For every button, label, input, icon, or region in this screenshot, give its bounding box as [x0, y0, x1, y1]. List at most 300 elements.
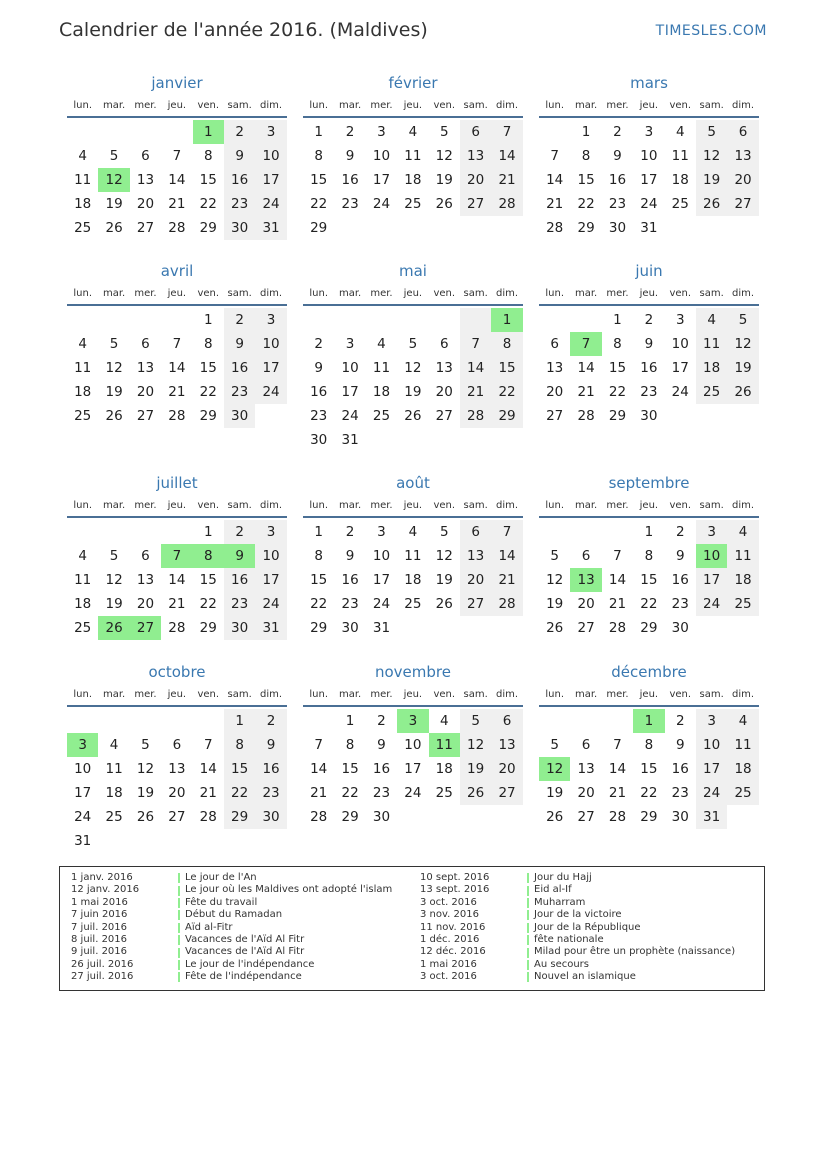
day-cell: 25 — [727, 592, 758, 616]
weekday-label: sam. — [463, 287, 488, 299]
day-cell: 11 — [372, 360, 391, 376]
day-cell: 22 — [310, 596, 328, 612]
day-cell: 7 — [613, 548, 622, 564]
day-cell: 18 — [727, 568, 758, 592]
weekday-label: lun. — [309, 688, 329, 700]
day-cell: 11 — [696, 332, 727, 356]
weekday-label: dim. — [732, 99, 755, 111]
weekday-label: sam. — [227, 499, 252, 511]
weekday-label: mer. — [134, 499, 157, 511]
legend-color-marker — [178, 910, 180, 920]
day-cell: 20 — [460, 168, 491, 192]
day-cell: 18 — [671, 172, 689, 188]
day-cell: 4 — [696, 308, 727, 332]
day-cell: 4 — [408, 124, 418, 140]
day-cell: 3 — [696, 709, 727, 733]
weekday-label: mar. — [338, 99, 362, 111]
day-cell: 10 — [255, 144, 286, 168]
month-calendar — [303, 661, 523, 829]
day-cell: 26 — [105, 220, 123, 236]
weekday-label: mar. — [102, 688, 126, 700]
day-cell: 14 — [577, 360, 595, 376]
day-cell: 17 — [372, 172, 391, 188]
day-cell: 30 — [341, 620, 359, 636]
day-cell: 16 — [310, 384, 328, 400]
weekday-label: mar. — [338, 499, 362, 511]
day-cell: 22 — [577, 196, 595, 212]
legend-color-marker — [178, 873, 180, 883]
day-cell: 13 — [460, 544, 491, 568]
legend-color-marker — [178, 886, 180, 896]
day-cell: 15 — [640, 761, 658, 777]
day-cell: 26 — [460, 781, 491, 805]
day-cell: 2 — [224, 308, 255, 332]
day-cell: 24 — [696, 592, 727, 616]
day-cell: 11 — [74, 572, 92, 588]
weekday-label: ven. — [197, 499, 220, 511]
weekday-label: sam. — [463, 99, 488, 111]
day-cell: 6 — [141, 148, 150, 164]
weekday-label: lun. — [545, 499, 565, 511]
weekday-label: mar. — [338, 287, 362, 299]
weekday-label: jeu. — [639, 499, 659, 511]
legend-color-marker — [527, 873, 529, 883]
day-cell: 16 — [255, 757, 286, 781]
weekday-header — [539, 494, 759, 518]
day-cell: 26 — [435, 596, 453, 612]
day-cell: 1 — [345, 713, 355, 729]
day-cell: 11 — [404, 548, 422, 564]
day-cell: 13 — [546, 360, 564, 376]
day-cell: 21 — [608, 596, 627, 612]
day-grid — [539, 520, 759, 640]
weekday-label: mer. — [606, 99, 629, 111]
weekday-header — [67, 94, 287, 118]
day-cell: 2 — [314, 336, 323, 352]
day-cell: 23 — [671, 596, 689, 612]
weekday-label: lun. — [309, 287, 329, 299]
day-cell: 11 — [74, 172, 92, 188]
day-cell: 19 — [435, 572, 453, 588]
legend-color-marker — [527, 910, 529, 920]
day-cell: 8 — [644, 548, 654, 564]
day-cell: 5 — [141, 737, 150, 753]
weekday-label: ven. — [433, 499, 456, 511]
legend-date: 8 juil. 2016 — [71, 934, 128, 945]
day-grid — [303, 308, 523, 452]
day-cell: 6 — [460, 520, 491, 544]
day-grid — [539, 120, 759, 240]
empty-day-cell — [570, 520, 601, 544]
day-cell: 7 — [491, 120, 522, 144]
holiday-day-cell: 10 — [696, 544, 727, 568]
day-cell: 22 — [310, 196, 328, 212]
legend-holiday-name: Jour de la République — [534, 921, 641, 933]
day-cell: 18 — [74, 596, 92, 612]
day-cell: 23 — [224, 380, 255, 404]
weekday-header — [67, 282, 287, 306]
day-cell: 26 — [546, 620, 564, 636]
day-cell: 9 — [345, 148, 355, 164]
legend-date: 12 janv. 2016 — [71, 884, 140, 896]
month-name: février — [388, 74, 438, 92]
weekday-label: sam. — [463, 688, 488, 700]
day-cell: 10 — [640, 148, 658, 164]
empty-day-cell — [161, 120, 192, 144]
holiday-day-cell: 27 — [130, 616, 161, 640]
legend-date: 3 oct. 2016 — [420, 896, 477, 908]
day-cell: 4 — [675, 124, 685, 140]
legend-color-marker — [527, 898, 529, 908]
legend-date: 10 sept. 2016 — [420, 872, 490, 883]
day-cell: 29 — [341, 809, 359, 825]
legend-date: 1 mai 2016 — [420, 958, 477, 970]
day-cell: 25 — [74, 220, 92, 236]
day-cell: 30 — [671, 620, 689, 636]
day-cell: 29 — [491, 404, 522, 428]
day-cell: 26 — [727, 380, 758, 404]
day-cell: 24 — [255, 592, 286, 616]
legend-holiday-name: Début du Ramadan — [185, 909, 283, 921]
day-cell: 23 — [608, 196, 627, 212]
day-cell: 28 — [491, 192, 522, 216]
day-cell: 6 — [172, 737, 182, 753]
day-cell: 4 — [78, 336, 87, 352]
day-cell: 7 — [460, 332, 491, 356]
day-cell: 13 — [168, 761, 186, 777]
weekday-label: mer. — [134, 99, 157, 111]
day-cell: 5 — [727, 308, 758, 332]
day-cell: 17 — [640, 172, 658, 188]
day-cell: 13 — [136, 360, 155, 376]
month-name: janvier — [151, 74, 203, 92]
day-cell: 10 — [255, 332, 286, 356]
day-cell: 6 — [141, 336, 150, 352]
legend-holiday-name: Le jour de l'An — [185, 872, 257, 883]
day-cell: 23 — [224, 192, 255, 216]
weekday-label: ven. — [669, 287, 692, 299]
holiday-day-cell: 3 — [67, 733, 98, 757]
day-cell: 10 — [404, 737, 422, 753]
day-cell: 18 — [74, 384, 92, 400]
day-cell: 19 — [727, 356, 758, 380]
day-cell: 20 — [435, 384, 453, 400]
weekday-label: mar. — [574, 688, 598, 700]
day-cell: 25 — [404, 196, 422, 212]
day-cell: 17 — [255, 568, 286, 592]
day-cell: 18 — [404, 172, 422, 188]
weekday-label: mer. — [606, 499, 629, 511]
day-cell: 19 — [546, 785, 564, 801]
month-name: août — [396, 474, 430, 492]
day-cell: 2 — [224, 520, 255, 544]
empty-day-cell — [67, 120, 98, 144]
legend-color-marker — [178, 948, 180, 958]
weekday-label: dim. — [496, 287, 519, 299]
day-cell: 21 — [491, 168, 522, 192]
day-cell: 5 — [550, 737, 559, 753]
weekday-label: mer. — [370, 99, 393, 111]
day-cell: 3 — [377, 124, 386, 140]
day-cell: 3 — [644, 124, 654, 140]
day-cell: 12 — [136, 761, 155, 777]
day-cell: 28 — [199, 809, 217, 825]
month-name: mai — [399, 262, 427, 280]
day-cell: 25 — [74, 620, 92, 636]
day-cell: 11 — [404, 148, 422, 164]
day-cell: 19 — [404, 384, 422, 400]
day-cell: 1 — [203, 312, 213, 328]
empty-day-cell — [602, 520, 633, 544]
month-calendar — [303, 72, 523, 240]
empty-day-cell — [161, 709, 192, 733]
weekday-label: lun. — [73, 499, 93, 511]
day-cell: 28 — [168, 408, 186, 424]
legend-holiday-name: Aïd al-Fitr — [185, 921, 233, 933]
weekday-label: lun. — [73, 688, 93, 700]
day-cell: 27 — [546, 408, 564, 424]
month-name: juillet — [156, 474, 198, 492]
weekday-header — [67, 494, 287, 518]
weekday-label: dim. — [496, 99, 519, 111]
day-cell: 3 — [345, 336, 355, 352]
day-cell: 28 — [608, 620, 627, 636]
legend-date: 11 nov. 2016 — [420, 921, 486, 933]
day-cell: 19 — [546, 596, 564, 612]
day-cell: 8 — [345, 737, 355, 753]
day-cell: 9 — [613, 148, 622, 164]
legend-color-marker — [178, 935, 180, 945]
day-cell: 17 — [255, 356, 286, 380]
weekday-label: ven. — [433, 99, 456, 111]
day-cell: 15 — [310, 172, 328, 188]
day-cell: 21 — [491, 568, 522, 592]
weekday-label: sam. — [699, 688, 724, 700]
legend-holiday-name: Vacances de l'Aïd Al Fitr — [185, 934, 305, 945]
legend-color-marker — [178, 923, 180, 933]
day-cell: 29 — [640, 809, 658, 825]
day-cell: 5 — [439, 524, 449, 540]
day-cell: 15 — [491, 356, 522, 380]
empty-day-cell — [539, 308, 570, 332]
day-cell: 15 — [341, 761, 359, 777]
day-cell: 30 — [372, 809, 391, 825]
weekday-label: mar. — [338, 688, 362, 700]
day-cell: 11 — [727, 544, 758, 568]
day-cell: 17 — [404, 761, 422, 777]
empty-day-cell — [460, 308, 491, 332]
day-cell: 1 — [203, 524, 213, 540]
day-cell: 30 — [640, 408, 658, 424]
day-cell: 5 — [460, 709, 491, 733]
weekday-label: mer. — [134, 287, 157, 299]
day-cell: 14 — [546, 172, 564, 188]
day-cell: 8 — [203, 336, 213, 352]
day-cell: 5 — [109, 336, 119, 352]
day-cell: 8 — [581, 148, 591, 164]
holiday-day-cell: 1 — [193, 120, 224, 144]
day-cell: 24 — [696, 781, 727, 805]
weekday-label: dim. — [260, 99, 283, 111]
day-cell: 23 — [224, 592, 255, 616]
legend-color-marker — [527, 948, 529, 958]
day-cell: 13 — [727, 144, 758, 168]
day-cell: 26 — [546, 809, 564, 825]
day-cell: 24 — [255, 192, 286, 216]
day-cell: 8 — [613, 336, 622, 352]
weekday-label: mar. — [574, 99, 598, 111]
day-cell: 12 — [727, 332, 758, 356]
day-cell: 19 — [105, 384, 123, 400]
day-grid — [539, 308, 759, 428]
day-cell: 14 — [168, 572, 186, 588]
legend-date: 27 juil. 2016 — [71, 971, 134, 983]
day-cell: 11 — [727, 733, 758, 757]
day-cell: 30 — [608, 220, 627, 236]
legend-color-marker — [527, 886, 529, 896]
holiday-day-cell: 8 — [193, 544, 224, 568]
day-cell: 24 — [341, 408, 359, 424]
month-name: octobre — [148, 663, 206, 681]
day-cell: 25 — [435, 785, 453, 801]
day-cell: 5 — [408, 336, 418, 352]
day-cell: 18 — [372, 384, 391, 400]
day-cell: 15 — [199, 572, 217, 588]
day-cell: 25 — [696, 380, 727, 404]
day-cell: 29 — [608, 408, 627, 424]
day-cell: 29 — [199, 408, 217, 424]
day-cell: 19 — [105, 196, 123, 212]
weekday-label: ven. — [669, 99, 692, 111]
weekday-label: dim. — [732, 688, 755, 700]
day-cell: 4 — [727, 520, 758, 544]
day-cell: 6 — [727, 120, 758, 144]
day-cell: 28 — [577, 408, 595, 424]
day-cell: 13 — [491, 733, 522, 757]
weekday-label: mer. — [370, 688, 393, 700]
day-cell: 2 — [613, 124, 622, 140]
day-cell: 3 — [675, 312, 685, 328]
day-cell: 20 — [136, 384, 155, 400]
brand-link[interactable]: TIMESLES.COM — [655, 23, 767, 39]
page-title: Calendrier de l'année 2016. (Maldives) — [59, 19, 428, 41]
day-cell: 15 — [310, 572, 328, 588]
day-cell: 30 — [224, 216, 255, 240]
day-cell: 28 — [608, 809, 627, 825]
day-cell: 16 — [372, 761, 391, 777]
weekday-label: dim. — [260, 688, 283, 700]
day-cell: 23 — [372, 785, 391, 801]
weekday-label: jeu. — [167, 287, 187, 299]
day-cell: 27 — [136, 220, 155, 236]
weekday-label: dim. — [496, 688, 519, 700]
day-cell: 26 — [136, 809, 155, 825]
day-cell: 15 — [199, 360, 217, 376]
day-cell: 27 — [460, 192, 491, 216]
empty-day-cell — [602, 709, 633, 733]
day-cell: 7 — [613, 737, 622, 753]
holiday-day-cell: 12 — [98, 168, 129, 192]
weekday-header — [303, 494, 523, 518]
day-cell: 13 — [460, 144, 491, 168]
month-calendar — [67, 472, 287, 640]
day-cell: 21 — [608, 785, 627, 801]
weekday-label: sam. — [227, 287, 252, 299]
day-cell: 2 — [675, 524, 685, 540]
day-cell: 31 — [372, 620, 391, 636]
day-cell: 9 — [644, 336, 654, 352]
day-cell: 14 — [168, 360, 186, 376]
day-cell: 20 — [168, 785, 186, 801]
empty-day-cell — [130, 120, 161, 144]
day-cell: 17 — [696, 568, 727, 592]
day-cell: 10 — [341, 360, 359, 376]
day-cell: 31 — [696, 805, 727, 829]
day-cell: 28 — [460, 404, 491, 428]
day-cell: 1 — [581, 124, 591, 140]
weekday-label: lun. — [309, 99, 329, 111]
day-cell: 15 — [577, 172, 595, 188]
day-cell: 12 — [546, 572, 564, 588]
day-cell: 24 — [255, 380, 286, 404]
legend-holiday-name: Au secours — [534, 958, 589, 970]
day-cell: 10 — [372, 548, 391, 564]
weekday-label: mer. — [134, 688, 157, 700]
weekday-header — [303, 94, 523, 118]
day-grid — [67, 520, 287, 640]
holiday-legend — [59, 866, 765, 991]
day-grid — [303, 709, 523, 829]
month-name: mars — [630, 74, 668, 92]
weekday-label: jeu. — [639, 287, 659, 299]
weekday-label: sam. — [699, 499, 724, 511]
weekday-label: ven. — [197, 688, 220, 700]
day-cell: 31 — [640, 220, 658, 236]
legend-date: 7 juin 2016 — [71, 909, 128, 921]
day-cell: 18 — [727, 757, 758, 781]
day-cell: 29 — [310, 220, 328, 236]
day-cell: 27 — [727, 192, 758, 216]
empty-day-cell — [67, 520, 98, 544]
day-cell: 22 — [608, 384, 627, 400]
day-grid — [67, 308, 287, 428]
month-name: novembre — [375, 663, 451, 681]
day-cell: 10 — [696, 733, 727, 757]
day-cell: 7 — [203, 737, 213, 753]
day-cell: 25 — [105, 809, 123, 825]
day-cell: 11 — [105, 761, 123, 777]
legend-date: 3 nov. 2016 — [420, 909, 479, 921]
holiday-day-cell: 7 — [570, 332, 601, 356]
empty-day-cell — [366, 308, 397, 332]
day-cell: 27 — [577, 620, 595, 636]
day-cell: 21 — [546, 196, 564, 212]
day-cell: 8 — [224, 733, 255, 757]
day-cell: 4 — [109, 737, 119, 753]
month-calendar — [539, 661, 759, 829]
day-grid — [67, 120, 287, 240]
empty-day-cell — [161, 308, 192, 332]
day-cell: 4 — [727, 709, 758, 733]
day-cell: 25 — [727, 781, 758, 805]
weekday-label: jeu. — [167, 499, 187, 511]
legend-date: 9 juil. 2016 — [71, 946, 128, 958]
day-cell: 13 — [136, 172, 155, 188]
day-cell: 22 — [491, 380, 522, 404]
day-cell: 21 — [310, 785, 328, 801]
day-cell: 23 — [341, 196, 359, 212]
day-cell: 18 — [435, 761, 453, 777]
